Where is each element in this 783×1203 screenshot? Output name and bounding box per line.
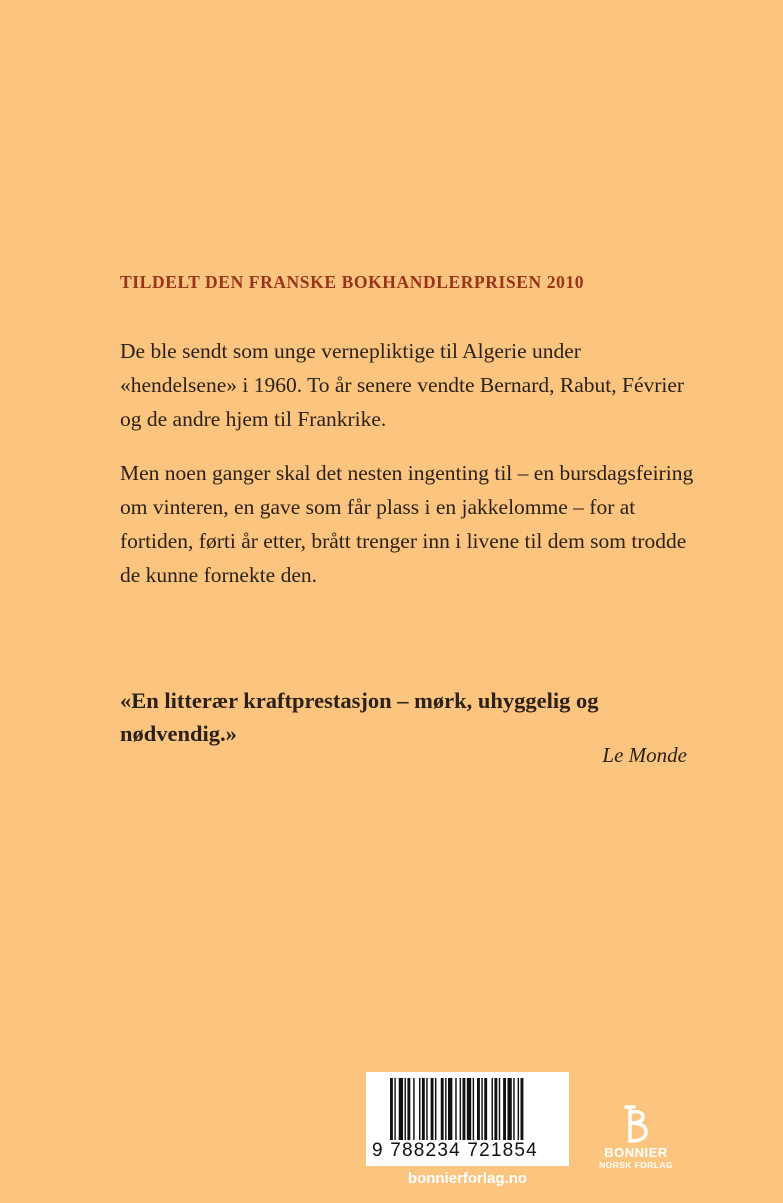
barcode-bars — [390, 1078, 560, 1140]
publisher-logo — [592, 1105, 680, 1170]
blurb-paragraph-2: Men noen ganger skal det nesten ingenting til – en bursdagsfeiring om vinteren, en gave som får plass i en jakkelomme – for at fortiden, førti år etter, brått trenger inn i livene til dem som trodde de kunne fornekte den. — [120, 461, 694, 587]
barcode — [366, 1072, 569, 1166]
blurb-paragraph-1: De ble sendt som unge vernepliktige til Algerie under «hendelsene» i 1960. To år senere vendte Bernard, Rabut, Février og de andre hjem til Frankrike. — [120, 339, 685, 431]
review-quote: «En litterær kraftprestasjon – mørk, uhyggelig og nødvendig.» — [120, 688, 599, 746]
website-link: bonnierforlag.no — [407, 1170, 528, 1187]
isbn-number: 9 788234 721854 — [372, 1140, 538, 1161]
publisher-subname: NORSK FORLAG — [599, 1160, 673, 1170]
review-source: Le Monde — [602, 743, 687, 767]
award-heading: TILDELT DEN FRANSKE BOKHANDLERPRISEN 2010 — [120, 272, 585, 292]
bonnier-b-logo-icon — [621, 1105, 651, 1143]
publisher-name: BONNIER — [604, 1145, 668, 1160]
